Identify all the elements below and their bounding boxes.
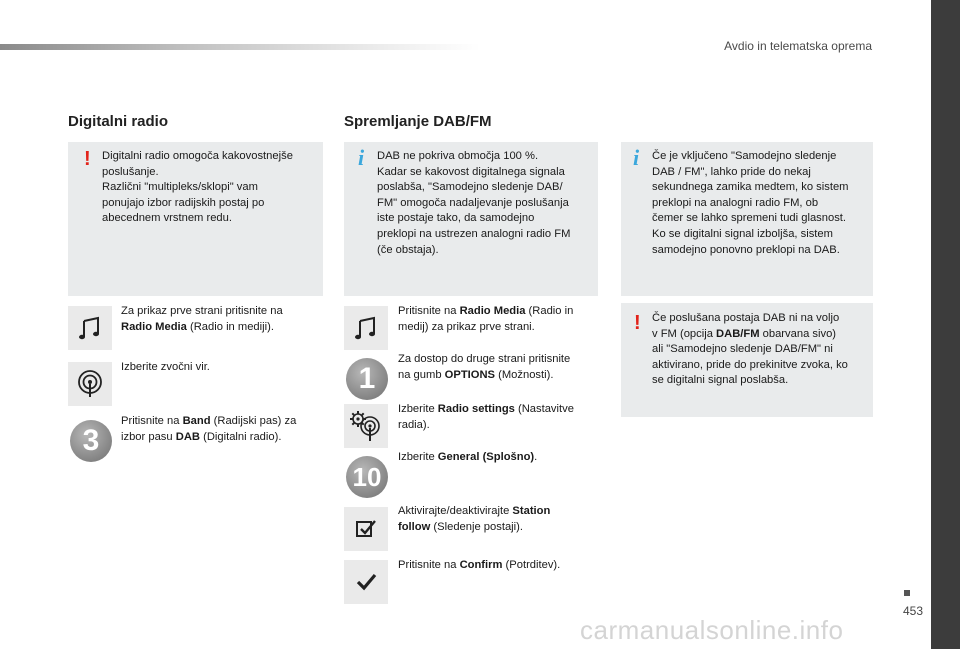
- step-text: Pritisnite na Band (Radijski pas) za izbor pasu DAB (Digitalni radio).: [121, 415, 297, 443]
- radio-signal-icon: [68, 362, 112, 406]
- warning-text: Digitalni radio omogoča kakovostnejše poslušanje. Različni "multipleks/sklopi" vam ponujajo izbor radijskih postaj po abecednem vrstnem redu.: [102, 150, 293, 225]
- checkmark-icon: [344, 560, 388, 604]
- radio-settings-icon: [344, 404, 388, 448]
- music-note-icon: [68, 306, 112, 350]
- warning-box-digital-radio: [68, 142, 323, 296]
- exclamation-icon: !: [634, 312, 641, 334]
- info-text: DAB ne pokriva območja 100 %. Kadar se kakovost digitalnega signala poslabša, "Samodejno sledenje DAB/ FM" omogoča nadaljevanje poslušanja iste postaje tako, da samodejno preklopi na ustrezen analogni radio FM (če obstaja).: [377, 150, 571, 256]
- step-text: Pritisnite na Radio Media (Radio in medij) za prikaz prve strani.: [398, 305, 574, 333]
- checkbox-icon: [344, 507, 388, 551]
- section-heading-digital-radio: Digitalni radio: [68, 113, 169, 130]
- page-marker: [904, 590, 910, 596]
- info-icon: i: [358, 145, 365, 170]
- page-number: 453: [902, 604, 923, 618]
- page-edge-tab: [931, 0, 960, 649]
- step-text: Izberite Radio settings (Nastavitve radia).: [398, 403, 574, 431]
- info-box-auto-follow: [621, 142, 873, 296]
- step-text: Za dostop do druge strani pritisnite na gumb OPTIONS (Možnosti).: [398, 353, 571, 381]
- step-number-3: 3: [70, 420, 112, 462]
- step-text: Za prikaz prve strani pritisnite na Radio Media (Radio in mediji).: [121, 305, 283, 333]
- section-heading-dab-fm: Spremljanje DAB/FM: [344, 113, 492, 130]
- info-box-dab-coverage: [344, 142, 598, 296]
- step-text: Izberite General (Splošno).: [398, 451, 538, 463]
- info-text: Če je vključeno "Samodejno sledenje DAB / FM", lahko pride do nekaj sekundnega zamika medtem, ko sistem preklopi na analogni radio FM, ob čemer se lahko spremeni tudi glasnost. Ko se digitalni signal izboljša, sistem samodejno ponovno preklopi na DAB.: [652, 150, 849, 256]
- step-number-1: 1: [346, 358, 388, 400]
- step-number-10: 10: [346, 456, 388, 498]
- step-text: Izberite zvočni vir.: [121, 361, 210, 373]
- music-note-icon: [344, 306, 388, 350]
- warning-text: Če poslušana postaja DAB ni na voljo v FM (opcija DAB/FM obarvana sivo) ali "Samodejno sledenje DAB/FM" ni aktivirano, pride do prekinitve zvoka, ko se digitalni signal poslabša.: [652, 312, 848, 387]
- step-text: Pritisnite na Confirm (Potrditev).: [398, 559, 561, 571]
- warning-box-dab-unavailable: [621, 303, 873, 417]
- info-icon: i: [633, 145, 640, 170]
- step-text: Aktivirajte/deaktivirajte Station follow (Sledenje postaji).: [398, 505, 551, 533]
- chapter-title: Avdio in telematska oprema: [724, 39, 872, 53]
- header-decoration-bar: [0, 44, 480, 50]
- exclamation-icon: !: [84, 148, 91, 170]
- watermark: carmanualsonline.info: [580, 615, 844, 645]
